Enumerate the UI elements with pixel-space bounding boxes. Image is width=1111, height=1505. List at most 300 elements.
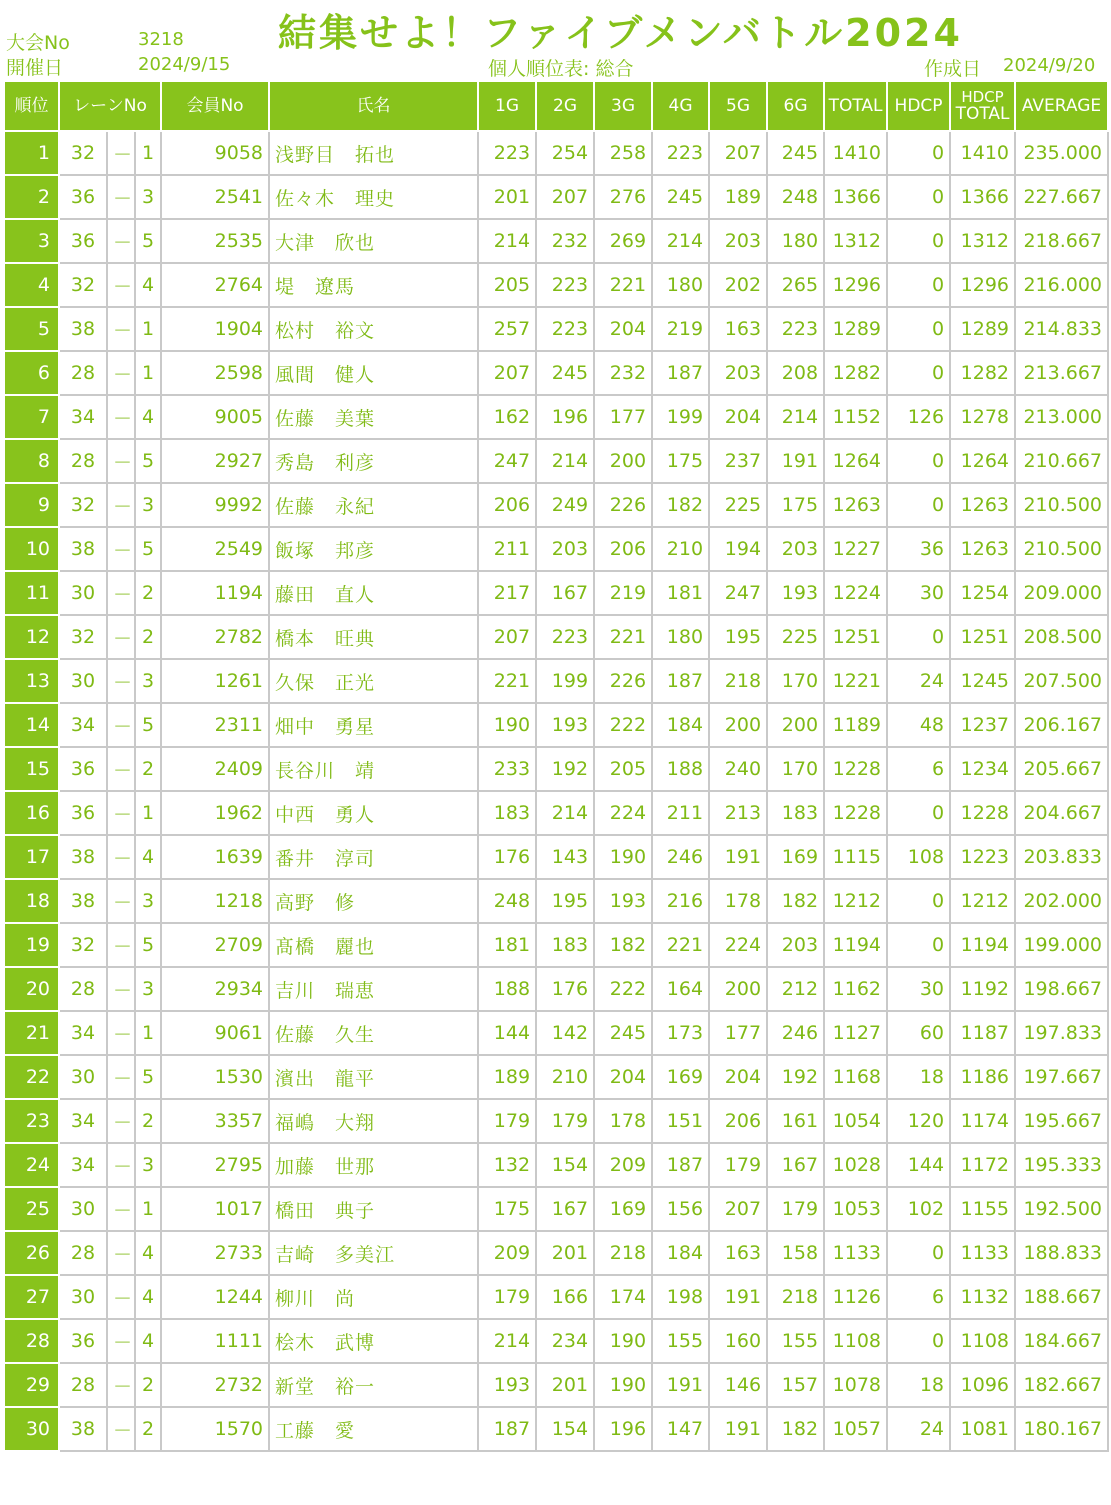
hdcp-cell: 126 (887, 395, 950, 439)
total-cell: 1133 (824, 1231, 887, 1275)
member-no-cell: 2598 (161, 351, 269, 395)
game-3-score: 245 (594, 1011, 652, 1055)
hdcp-total-cell: 1254 (950, 571, 1015, 615)
game-6-score: 214 (767, 395, 824, 439)
table-row (4, 879, 1108, 923)
game-4-score: 198 (652, 1275, 709, 1319)
created-date: 2024/9/20 (1003, 55, 1096, 76)
name-cell: 工藤 愛 (269, 1407, 478, 1451)
game-3-score: 232 (594, 351, 652, 395)
game-4-score: 191 (652, 1363, 709, 1407)
game-5-score: 204 (709, 395, 767, 439)
game-4-score: 245 (652, 175, 709, 219)
average-cell: 206.167 (1015, 703, 1108, 747)
member-no-cell: 2927 (161, 439, 269, 483)
lane-position-cell: 5 (135, 439, 161, 483)
name-cell: 橋本 旺典 (269, 615, 478, 659)
hdcp-total-cell: 1228 (950, 791, 1015, 835)
name-cell: 新堂 裕一 (269, 1363, 478, 1407)
col-hdcp-total (950, 81, 1015, 131)
member-no-cell: 9005 (161, 395, 269, 439)
rank-cell: 15 (4, 747, 59, 791)
game-5-score: 179 (709, 1143, 767, 1187)
hdcp-cell: 0 (887, 1319, 950, 1363)
game-1-score: 217 (478, 571, 536, 615)
average-cell: 210.500 (1015, 527, 1108, 571)
game-4-score: 155 (652, 1319, 709, 1363)
game-5-score: 160 (709, 1319, 767, 1363)
average-cell: 184.667 (1015, 1319, 1108, 1363)
lane-separator: － (107, 439, 135, 483)
game-4-score: 184 (652, 703, 709, 747)
name-cell: 長谷川 靖 (269, 747, 478, 791)
average-cell: 214.833 (1015, 307, 1108, 351)
col-6g: 6G (767, 81, 824, 131)
lane-separator: － (107, 571, 135, 615)
col-3g: 3G (594, 81, 652, 131)
game-2-score: 196 (536, 395, 594, 439)
hdcp-total-cell: 1264 (950, 439, 1015, 483)
hdcp-total-cell: 1312 (950, 219, 1015, 263)
table-row (4, 439, 1108, 483)
game-2-score: 143 (536, 835, 594, 879)
game-1-score: 144 (478, 1011, 536, 1055)
lane-separator: － (107, 175, 135, 219)
average-cell: 209.000 (1015, 571, 1108, 615)
game-1-score: 248 (478, 879, 536, 923)
hdcp-cell: 120 (887, 1099, 950, 1143)
lane-separator: － (107, 1099, 135, 1143)
average-cell: 227.667 (1015, 175, 1108, 219)
member-no-cell: 2409 (161, 747, 269, 791)
game-2-score: 232 (536, 219, 594, 263)
col-average: AVERAGE (1015, 81, 1108, 131)
member-no-cell: 2311 (161, 703, 269, 747)
name-cell: 松村 裕文 (269, 307, 478, 351)
lane-position-cell: 4 (135, 395, 161, 439)
lane-separator: － (107, 219, 135, 263)
game-3-score: 222 (594, 703, 652, 747)
game-1-score: 221 (478, 659, 536, 703)
total-cell: 1162 (824, 967, 887, 1011)
average-cell: 216.000 (1015, 263, 1108, 307)
lane-separator: － (107, 527, 135, 571)
lane-position-cell: 1 (135, 1011, 161, 1055)
lane-position-cell: 1 (135, 307, 161, 351)
lane-separator: － (107, 1363, 135, 1407)
game-4-score: 173 (652, 1011, 709, 1055)
game-3-score: 206 (594, 527, 652, 571)
game-2-score: 214 (536, 791, 594, 835)
game-5-score: 195 (709, 615, 767, 659)
name-cell: 番井 淳司 (269, 835, 478, 879)
game-3-score: 193 (594, 879, 652, 923)
lane-cell: 32 (59, 263, 107, 307)
hdcp-total-cell: 1212 (950, 879, 1015, 923)
lane-separator: － (107, 307, 135, 351)
table-row (4, 615, 1108, 659)
report-name: 個人順位表: 総合 (488, 58, 634, 80)
lane-position-cell: 3 (135, 879, 161, 923)
total-cell: 1212 (824, 879, 887, 923)
game-1-score: 205 (478, 263, 536, 307)
total-cell: 1028 (824, 1143, 887, 1187)
hdcp-cell: 0 (887, 307, 950, 351)
game-6-score: 200 (767, 703, 824, 747)
lane-separator: － (107, 747, 135, 791)
lane-position-cell: 2 (135, 571, 161, 615)
game-2-score: 167 (536, 571, 594, 615)
lane-position-cell: 2 (135, 747, 161, 791)
lane-position-cell: 5 (135, 527, 161, 571)
game-1-score: 193 (478, 1363, 536, 1407)
hdcp-total-cell: 1245 (950, 659, 1015, 703)
game-1-score: 190 (478, 703, 536, 747)
rank-cell: 25 (4, 1187, 59, 1231)
game-4-score: 223 (652, 131, 709, 175)
member-no-cell: 1570 (161, 1407, 269, 1451)
rank-cell: 1 (4, 131, 59, 175)
member-no-cell: 1218 (161, 879, 269, 923)
lane-separator: － (107, 923, 135, 967)
created-label: 作成日 (924, 58, 982, 80)
rank-cell: 12 (4, 615, 59, 659)
lane-separator: － (107, 1143, 135, 1187)
game-6-score: 182 (767, 879, 824, 923)
member-no-cell: 9058 (161, 131, 269, 175)
col-hdcp-total-line2: TOTAL (955, 104, 1010, 124)
game-5-score: 225 (709, 483, 767, 527)
lane-separator: － (107, 131, 135, 175)
name-cell: 中西 勇人 (269, 791, 478, 835)
lane-cell: 38 (59, 879, 107, 923)
game-5-score: 206 (709, 1099, 767, 1143)
game-3-score: 224 (594, 791, 652, 835)
member-no-cell: 1244 (161, 1275, 269, 1319)
member-no-cell: 9061 (161, 1011, 269, 1055)
lane-separator: － (107, 1187, 135, 1231)
game-4-score: 199 (652, 395, 709, 439)
game-2-score: 207 (536, 175, 594, 219)
lane-cell: 28 (59, 351, 107, 395)
rank-cell: 8 (4, 439, 59, 483)
event-no-value: 3218 (138, 29, 184, 50)
game-1-score: 257 (478, 307, 536, 351)
name-cell: 秀島 利彦 (269, 439, 478, 483)
date-label: 開催日 (6, 57, 64, 79)
game-1-score: 176 (478, 835, 536, 879)
rank-cell: 26 (4, 1231, 59, 1275)
hdcp-cell: 36 (887, 527, 950, 571)
game-3-score: 169 (594, 1187, 652, 1231)
col-hdcp-total-line1: HDCP (961, 88, 1004, 106)
average-cell: 213.667 (1015, 351, 1108, 395)
event-no-label: 大会No (6, 32, 70, 54)
hdcp-total-cell: 1282 (950, 351, 1015, 395)
game-6-score: 180 (767, 219, 824, 263)
lane-cell: 28 (59, 967, 107, 1011)
rank-cell: 2 (4, 175, 59, 219)
game-3-score: 219 (594, 571, 652, 615)
lane-cell: 36 (59, 1319, 107, 1363)
game-5-score: 191 (709, 1275, 767, 1319)
hdcp-cell: 0 (887, 219, 950, 263)
game-6-score: 169 (767, 835, 824, 879)
table-row (4, 527, 1108, 571)
lane-position-cell: 4 (135, 1231, 161, 1275)
game-2-score: 254 (536, 131, 594, 175)
game-4-score: 169 (652, 1055, 709, 1099)
lane-cell: 38 (59, 527, 107, 571)
lane-cell: 28 (59, 1363, 107, 1407)
hdcp-total-cell: 1234 (950, 747, 1015, 791)
lane-separator: － (107, 395, 135, 439)
game-1-score: 223 (478, 131, 536, 175)
header-row (4, 81, 1108, 131)
name-cell: 佐藤 久生 (269, 1011, 478, 1055)
rank-cell: 20 (4, 967, 59, 1011)
col-lane: レーンNo (59, 81, 161, 131)
lane-cell: 30 (59, 659, 107, 703)
rank-cell: 23 (4, 1099, 59, 1143)
game-5-score: 177 (709, 1011, 767, 1055)
member-no-cell: 2732 (161, 1363, 269, 1407)
game-4-score: 187 (652, 351, 709, 395)
lane-separator: － (107, 703, 135, 747)
member-no-cell: 1261 (161, 659, 269, 703)
game-5-score: 163 (709, 307, 767, 351)
game-4-score: 216 (652, 879, 709, 923)
game-4-score: 219 (652, 307, 709, 351)
total-cell: 1152 (824, 395, 887, 439)
member-no-cell: 1904 (161, 307, 269, 351)
game-3-score: 196 (594, 1407, 652, 1451)
hdcp-cell: 6 (887, 1275, 950, 1319)
page-title: 結集せよ！ファイブメンバトル2024 (278, 11, 963, 55)
name-cell: 佐々木 理史 (269, 175, 478, 219)
game-1-score: 162 (478, 395, 536, 439)
total-cell: 1282 (824, 351, 887, 395)
table-row (4, 659, 1108, 703)
total-cell: 1410 (824, 131, 887, 175)
game-2-score: 223 (536, 307, 594, 351)
lane-cell: 36 (59, 747, 107, 791)
rank-cell: 6 (4, 351, 59, 395)
name-cell: 桧木 武博 (269, 1319, 478, 1363)
hdcp-cell: 6 (887, 747, 950, 791)
hdcp-total-cell: 1132 (950, 1275, 1015, 1319)
total-cell: 1296 (824, 263, 887, 307)
table-row (4, 131, 1108, 175)
average-cell: 204.667 (1015, 791, 1108, 835)
game-1-score: 188 (478, 967, 536, 1011)
name-cell: 佐藤 永紀 (269, 483, 478, 527)
game-1-score: 214 (478, 1319, 536, 1363)
total-cell: 1057 (824, 1407, 887, 1451)
game-6-score: 248 (767, 175, 824, 219)
game-2-score: 179 (536, 1099, 594, 1143)
game-4-score: 187 (652, 659, 709, 703)
table-row (4, 307, 1108, 351)
table-row (4, 1363, 1108, 1407)
member-no-cell: 2795 (161, 1143, 269, 1187)
average-cell: 180.167 (1015, 1407, 1108, 1451)
game-5-score: 240 (709, 747, 767, 791)
rank-cell: 21 (4, 1011, 59, 1055)
hdcp-total-cell: 1108 (950, 1319, 1015, 1363)
game-5-score: 178 (709, 879, 767, 923)
game-3-score: 190 (594, 835, 652, 879)
game-4-score: 151 (652, 1099, 709, 1143)
game-3-score: 218 (594, 1231, 652, 1275)
lane-cell: 32 (59, 923, 107, 967)
game-2-score: 223 (536, 615, 594, 659)
lane-cell: 36 (59, 219, 107, 263)
lane-position-cell: 4 (135, 1319, 161, 1363)
lane-cell: 30 (59, 1275, 107, 1319)
total-cell: 1053 (824, 1187, 887, 1231)
hdcp-cell: 0 (887, 923, 950, 967)
game-6-score: 170 (767, 659, 824, 703)
col-2g: 2G (536, 81, 594, 131)
average-cell: 192.500 (1015, 1187, 1108, 1231)
game-3-score: 190 (594, 1319, 652, 1363)
lane-cell: 28 (59, 439, 107, 483)
game-5-score: 237 (709, 439, 767, 483)
game-6-score: 192 (767, 1055, 824, 1099)
game-2-score: 183 (536, 923, 594, 967)
game-2-score: 154 (536, 1407, 594, 1451)
hdcp-total-cell: 1096 (950, 1363, 1015, 1407)
game-1-score: 211 (478, 527, 536, 571)
col-member-no: 会員No (161, 81, 269, 131)
col-hdcp: HDCP (887, 81, 950, 131)
lane-separator: － (107, 1319, 135, 1363)
col-5g: 5G (709, 81, 767, 131)
total-cell: 1224 (824, 571, 887, 615)
hdcp-cell: 0 (887, 791, 950, 835)
average-cell: 213.000 (1015, 395, 1108, 439)
game-5-score: 203 (709, 351, 767, 395)
lane-separator: － (107, 791, 135, 835)
total-cell: 1054 (824, 1099, 887, 1143)
lane-separator: － (107, 351, 135, 395)
lane-position-cell: 3 (135, 483, 161, 527)
game-5-score: 146 (709, 1363, 767, 1407)
game-6-score: 175 (767, 483, 824, 527)
average-cell: 210.500 (1015, 483, 1108, 527)
average-cell: 188.833 (1015, 1231, 1108, 1275)
game-5-score: 207 (709, 1187, 767, 1231)
game-1-score: 207 (478, 351, 536, 395)
lane-separator: － (107, 1055, 135, 1099)
name-cell: 浅野目 拓也 (269, 131, 478, 175)
hdcp-total-cell: 1278 (950, 395, 1015, 439)
lane-cell: 34 (59, 1099, 107, 1143)
table-row (4, 703, 1108, 747)
game-3-score: 182 (594, 923, 652, 967)
name-cell: 藤田 直人 (269, 571, 478, 615)
game-6-score: 208 (767, 351, 824, 395)
game-6-score: 245 (767, 131, 824, 175)
lane-cell: 32 (59, 615, 107, 659)
member-no-cell: 1111 (161, 1319, 269, 1363)
game-2-score: 245 (536, 351, 594, 395)
average-cell: 197.833 (1015, 1011, 1108, 1055)
rank-cell: 5 (4, 307, 59, 351)
total-cell: 1221 (824, 659, 887, 703)
rank-cell: 24 (4, 1143, 59, 1187)
game-4-score: 187 (652, 1143, 709, 1187)
table-row (4, 1099, 1108, 1143)
game-3-score: 174 (594, 1275, 652, 1319)
game-5-score: 203 (709, 219, 767, 263)
col-name: 氏名 (269, 81, 478, 131)
name-cell: 橋田 典子 (269, 1187, 478, 1231)
table-row (4, 351, 1108, 395)
name-cell: 濱出 龍平 (269, 1055, 478, 1099)
lane-cell: 32 (59, 131, 107, 175)
member-no-cell: 2764 (161, 263, 269, 307)
rank-cell: 14 (4, 703, 59, 747)
rank-cell: 9 (4, 483, 59, 527)
hdcp-total-cell: 1174 (950, 1099, 1015, 1143)
game-6-score: 223 (767, 307, 824, 351)
lane-position-cell: 5 (135, 703, 161, 747)
average-cell: 195.667 (1015, 1099, 1108, 1143)
hdcp-cell: 0 (887, 439, 950, 483)
rank-cell: 11 (4, 571, 59, 615)
game-2-score: 223 (536, 263, 594, 307)
col-total: TOTAL (824, 81, 887, 131)
name-cell: 風間 健人 (269, 351, 478, 395)
name-cell: 佐藤 美葉 (269, 395, 478, 439)
name-cell: 飯塚 邦彦 (269, 527, 478, 571)
lane-separator: － (107, 1011, 135, 1055)
lane-position-cell: 5 (135, 219, 161, 263)
hdcp-total-cell: 1223 (950, 835, 1015, 879)
total-cell: 1228 (824, 747, 887, 791)
game-5-score: 218 (709, 659, 767, 703)
hdcp-total-cell: 1187 (950, 1011, 1015, 1055)
game-4-score: 210 (652, 527, 709, 571)
hdcp-cell: 0 (887, 483, 950, 527)
game-3-score: 226 (594, 659, 652, 703)
ranking-table (3, 80, 1109, 1452)
table-row (4, 747, 1108, 791)
total-cell: 1115 (824, 835, 887, 879)
hdcp-total-cell: 1155 (950, 1187, 1015, 1231)
lane-separator: － (107, 967, 135, 1011)
game-1-score: 214 (478, 219, 536, 263)
hdcp-cell: 144 (887, 1143, 950, 1187)
game-1-score: 206 (478, 483, 536, 527)
total-cell: 1168 (824, 1055, 887, 1099)
member-no-cell: 3357 (161, 1099, 269, 1143)
game-1-score: 181 (478, 923, 536, 967)
hdcp-cell: 24 (887, 1407, 950, 1451)
name-cell: 吉川 瑞恵 (269, 967, 478, 1011)
game-3-score: 269 (594, 219, 652, 263)
name-cell: 吉崎 多美江 (269, 1231, 478, 1275)
hdcp-total-cell: 1251 (950, 615, 1015, 659)
game-6-score: 183 (767, 791, 824, 835)
average-cell: 207.500 (1015, 659, 1108, 703)
table-row (4, 1143, 1108, 1187)
lane-cell: 30 (59, 1055, 107, 1099)
game-6-score: 179 (767, 1187, 824, 1231)
lane-cell: 30 (59, 571, 107, 615)
